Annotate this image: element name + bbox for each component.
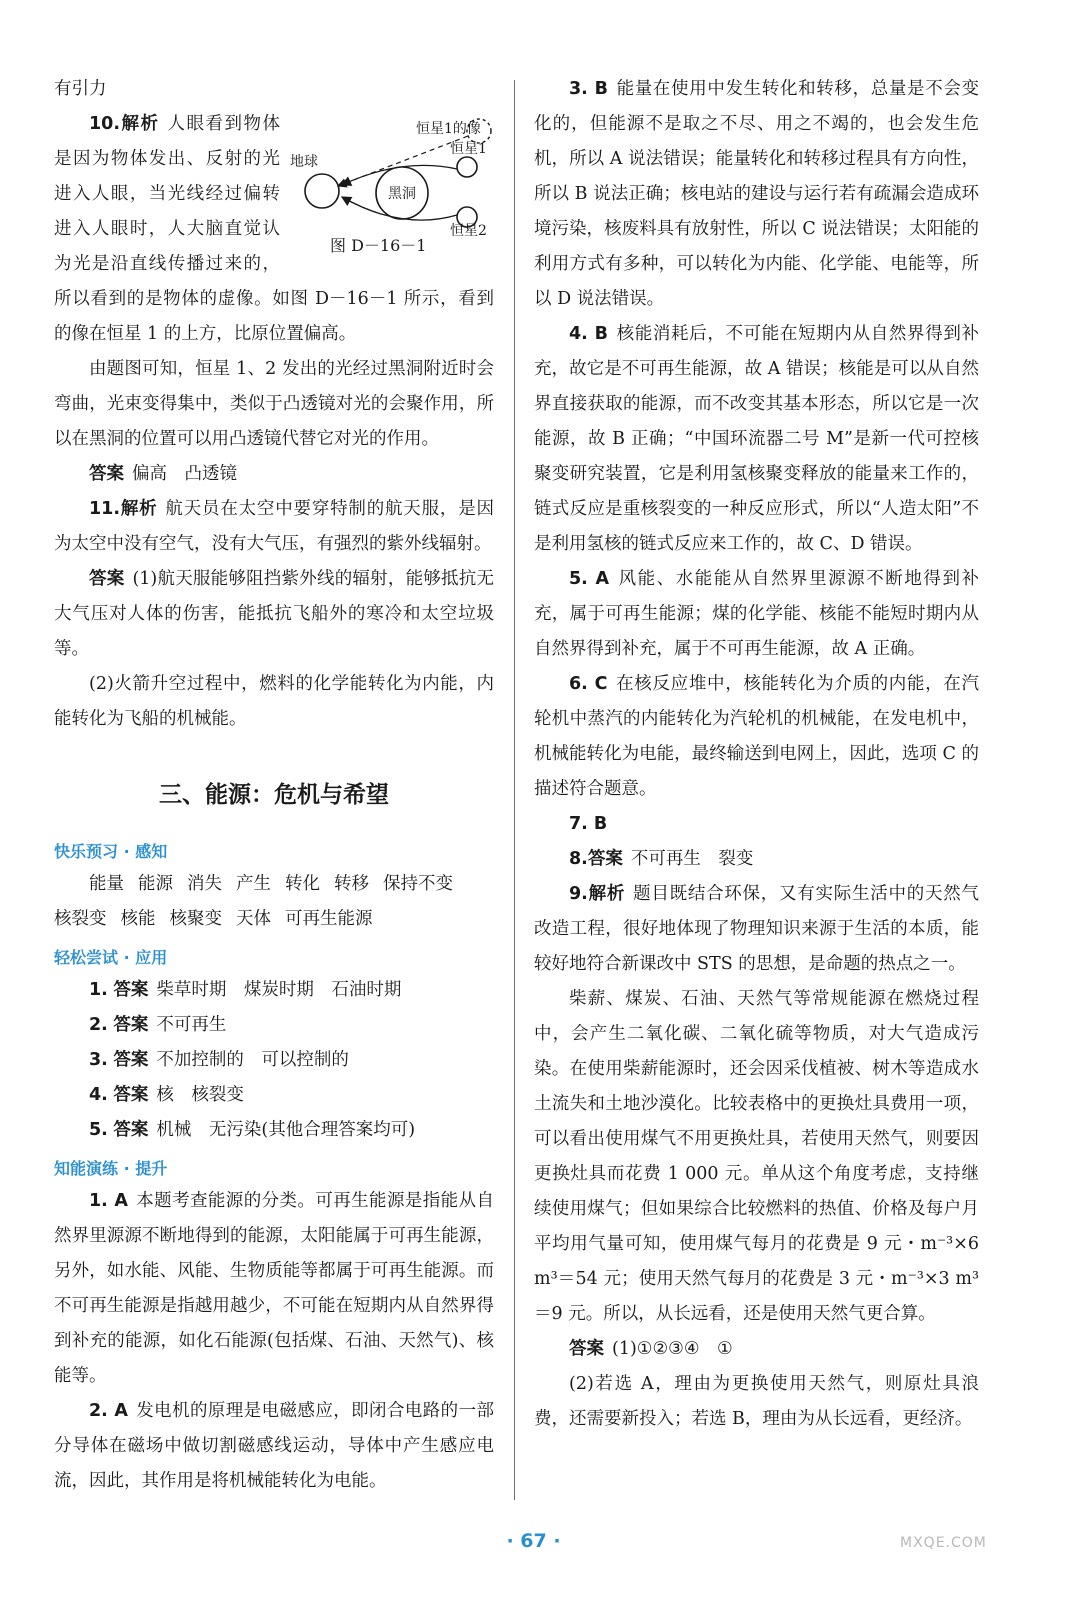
- right-column: [534, 72, 979, 1437]
- section-practice-heading: 知能演练 · 提升: [54, 1159, 168, 1178]
- exercise-7: [534, 807, 979, 842]
- exercise-5-number: 5. A: [569, 569, 610, 589]
- try-item: [54, 1113, 494, 1148]
- try-label: 答案: [113, 1120, 149, 1140]
- exercise-9-label: 解析: [587, 884, 626, 904]
- try-text: 不加控制的 可以控制的: [156, 1050, 349, 1070]
- section-title: 三、能源：危机与希望: [159, 782, 389, 808]
- try-number: 4.: [89, 1085, 108, 1105]
- q10-answer: [54, 457, 494, 492]
- keyword: 转化: [285, 874, 320, 894]
- exercise-2-text: 发电机的原理是电磁感应，即闭合电路的一部分导体在磁场中做切割磁感线运动，导体中产生感应电流，因此，其作用是将机械能转化为电能。: [54, 1401, 494, 1491]
- exercise-9-analysis: [534, 877, 979, 982]
- try-number: 5.: [89, 1120, 108, 1140]
- q11-answer: [54, 562, 494, 667]
- q11-analysis: [54, 492, 494, 562]
- exercise-8-label: 答案: [587, 849, 623, 869]
- exercise-1-text: 本题考查能源的分类。可再生能源是指能从自然界里源源不断地得到的能源，太阳能属于可再生能源，另外，如水能、风能、生物质能等都属于可再生能源。而不可再生能源是指越用越少，不可能在短期内从自然界得到补充的能源，如化石能源(包括煤、石油、天然气)、核能等。: [54, 1191, 494, 1386]
- q10-answer-text: 偏高 凸透镜: [132, 464, 237, 484]
- keyword: 天体: [236, 909, 271, 929]
- label-star1: 恒星1: [450, 141, 487, 157]
- watermark: MXQE.COM: [900, 1535, 987, 1551]
- exercise-7-number: 7. B: [569, 814, 608, 834]
- q10-text: 人眼看到物体是因为物体发出、反射的光进入人眼，当光线经过偏转进入人眼时，人大脑直觉认为光是沿直线传播过来的，所以看到的是物体的虚像。如图 D－16－1 所示，看到的像在恒星 1 的上方，比原位置偏高。: [54, 114, 494, 344]
- keyword: 能源: [138, 874, 173, 894]
- section-preview-heading: 快乐预习 · 感知: [54, 842, 168, 861]
- keyword: 保持不变: [383, 874, 453, 894]
- exercise-3-number: 3. B: [569, 79, 608, 99]
- exercise-9-number: 9.: [569, 884, 588, 904]
- q10-answer-label: 答案: [89, 464, 124, 484]
- try-label: 答案: [113, 1050, 149, 1070]
- exercise-9-answer: [534, 1332, 979, 1367]
- exercise-9-answer-label: 答案: [569, 1339, 604, 1359]
- exercise-5: [534, 562, 979, 667]
- label-earth: 地球: [290, 154, 318, 170]
- exercise-9-text-1: 题目既结合环保，又有实际生活中的天然气改造工程，很好地体现了物理知识来源于生活的本质，能较好地符合新课改中 STS 的思想，是命题的热点之一。: [534, 884, 980, 974]
- try-item: [54, 1043, 494, 1078]
- q11-label: 解析: [120, 499, 158, 519]
- ray-from-star1: [342, 165, 457, 185]
- exercise-3: [534, 72, 979, 317]
- exercise-6: [534, 667, 979, 807]
- label-star1-image: 恒星1的像: [416, 121, 481, 137]
- try-item: [54, 973, 494, 1008]
- blackhole-lensing-diagram: [290, 111, 500, 236]
- exercise-3-text: 能量在使用中发生转化和转移，总量是不会变化的，但能源不是取之不尽、用之不竭的，也会发生危机，所以 A 说法错误；能量转化和转移过程具有方向性，所以 B 说法正确；核电站的建设与运行若有疏漏会造成环境污染，核废料具有放射性，所以 C 说法错误；太阳能的利用方式有多种，可以转化为内能、化学能、电能等，所以 D 说法错误。: [534, 79, 980, 309]
- try-item: [54, 1008, 494, 1043]
- q11-answer-2: (2)火箭升空过程中，燃料的化学能转化为内能，内能转化为飞船的机械能。: [54, 674, 494, 729]
- try-text: 核 核裂变: [156, 1085, 244, 1105]
- keyword: 产生: [236, 874, 271, 894]
- q11-number: 11.: [89, 499, 121, 519]
- figure-caption: 图 D－16－1: [330, 236, 427, 255]
- exercise-9-text-2: 柴薪、煤炭、石油、天然气等常规能源在燃烧过程中，会产生二氧化碳、二氧化硫等物质，对大气造成污染。在使用柴薪能源时，还会因采伐植被、树木等造成水土流失和土地沙漠化。比较表格中的更换灶具费用一项，可以看出使用煤气不用更换灶具，若使用天然气，则要因更换灶具而花费 1 000 元。单从这个角度考虑，支持继续使用煤气；但如果综合比较燃料的热值、价格及每户月平均用气量可知，使用煤气每月的花费是 9 元・m⁻³×6 m³＝54 元；使用天然气每月的花费是 3 元・m⁻³×3 m³＝9 元。所以，从长远看，还是使用天然气更合算。: [534, 989, 979, 1324]
- try-number: 1.: [89, 980, 108, 1000]
- keyword: 能量: [89, 874, 124, 894]
- exercise-8-number: 8.: [569, 849, 588, 869]
- exercise-6-text: 在核反应堆中，核能转化为介质的内能，在汽轮机中蒸汽的内能转化为汽轮机的机械能，在发电机中，机械能转化为电能，最终输送到电网上，因此，选项 C 的描述符合题意。: [534, 674, 980, 799]
- keyword: 转移: [334, 874, 369, 894]
- keyword: 可再生能源: [285, 909, 373, 929]
- column-divider: [514, 80, 515, 1500]
- page-number: · 67 ·: [506, 1530, 561, 1552]
- exercise-2: [54, 1394, 494, 1499]
- try-text: 不可再生: [156, 1015, 227, 1035]
- try-number: 3.: [89, 1050, 108, 1070]
- q10-analysis-2: 由题图可知，恒星 1、2 发出的光经过黑洞附近时会弯曲，光束变得集中，类似于凸透镜对光的会聚作用，所以在黑洞的位置可以用凸透镜代替它对光的作用。: [54, 359, 494, 449]
- figure-d-16-1: [290, 111, 500, 281]
- exercise-8: [534, 842, 979, 877]
- try-text: 柴草时期 煤炭时期 石油时期: [156, 980, 402, 1000]
- keywords-row-1: [54, 867, 494, 902]
- try-number: 2.: [89, 1015, 108, 1035]
- q11-text: 航天员在太空中要穿特制的航天服，是因为太空中没有空气，没有大气压，有强烈的紫外线辐射。: [54, 499, 495, 554]
- q11-answer-1: (1)航天服能够阻挡紫外线的辐射，能够抵抗无大气压对人体的伤害，能抵抗飞船外的寒冷和太空垃圾等。: [54, 569, 494, 659]
- label-blackhole: 黑洞: [388, 186, 416, 202]
- try-label: 答案: [113, 980, 149, 1000]
- exercise-5-text: 风能、水能能从自然界里源源不断地得到补充，属于可再生能源；煤的化学能、核能不能短时期内从自然界得到补充，属于不可再生能源，故 A 正确。: [534, 569, 979, 659]
- carry-over-text: 有引力: [54, 79, 107, 99]
- keyword: 核聚变: [169, 909, 222, 929]
- try-item: [54, 1078, 494, 1113]
- q10-label: 解析: [120, 114, 160, 134]
- q10-number: 10.: [89, 114, 121, 134]
- keywords-row-2: [54, 902, 494, 937]
- q11-answer-label: 答案: [89, 569, 125, 589]
- keyword: 核能: [120, 909, 156, 929]
- exercise-2-number: 2. A: [89, 1401, 128, 1421]
- section-try-heading: 轻松尝试 · 应用: [54, 948, 168, 967]
- exercise-1-number: 1. A: [89, 1191, 128, 1211]
- keyword: 消失: [187, 874, 222, 894]
- exercise-6-number: 6. C: [569, 674, 608, 694]
- exercise-4: [534, 317, 979, 562]
- star1-circle: [457, 157, 477, 177]
- exercise-8-text: 不可再生 裂变: [630, 849, 754, 869]
- try-text: 机械 无污染(其他合理答案均可): [156, 1120, 416, 1140]
- left-column: [54, 72, 494, 1499]
- keyword: 核裂变: [54, 909, 107, 929]
- try-label: 答案: [113, 1015, 149, 1035]
- exercise-4-number: 4. B: [569, 324, 608, 344]
- earth-circle: [305, 174, 339, 208]
- exercise-4-text: 核能消耗后，不可能在短期内从自然界得到补充，故它是不可再生能源，故 A 错误；核能是可以从自然界直接获取的能源，而不改变其基本形态，所以它是一次能源，故 B 正确；“中国环流器二号 M”是新一代可控核聚变研究装置，它是利用氢核聚变释放的能量来工作的，链式反应是重核裂变的一种反应形式，所以“人造太阳”不是利用氢核的链式反应来工作的，故 C、D 错误。: [534, 324, 980, 554]
- try-label: 答案: [113, 1085, 149, 1105]
- exercise-9-answer-2: (2)若选 A，理由为更换使用天然气，则原灶具浪费，还需要新投入；若选 B，理由为从长远看，更经济。: [534, 1374, 979, 1429]
- exercise-9-answer-1: (1)①②③④ ①: [612, 1339, 733, 1359]
- label-star2: 恒星2: [450, 223, 487, 236]
- exercise-1: [54, 1184, 494, 1394]
